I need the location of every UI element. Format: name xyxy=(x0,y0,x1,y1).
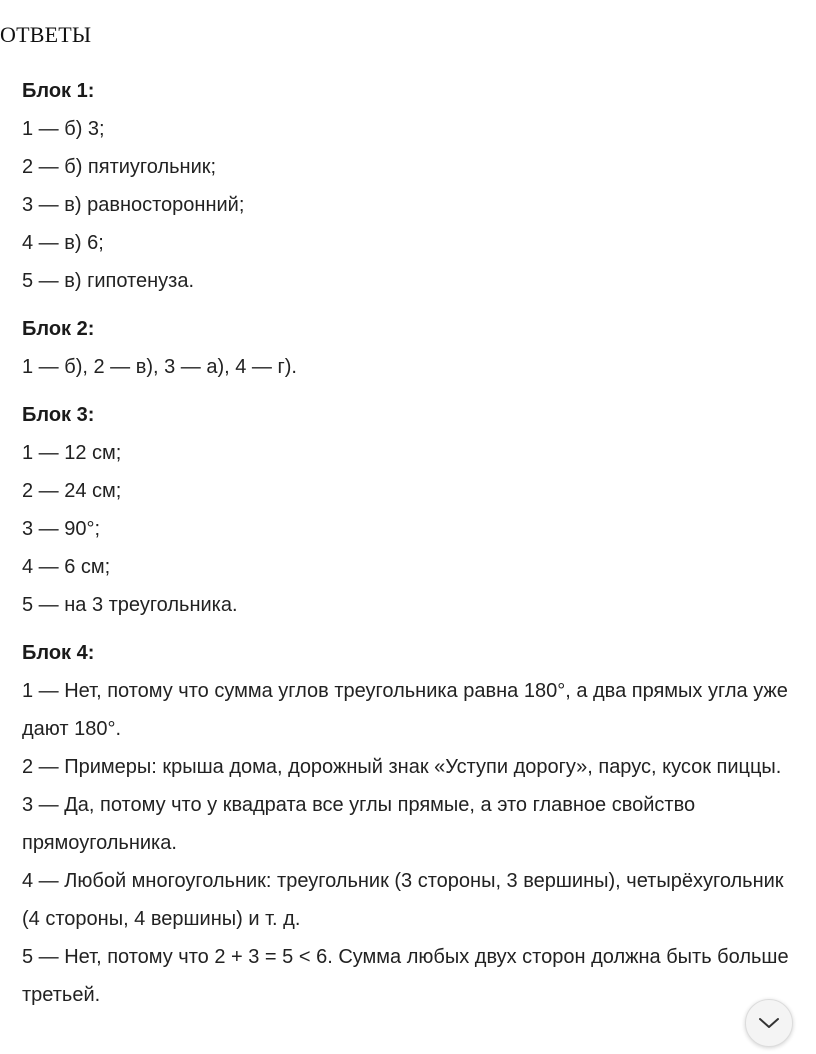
block-heading: Блок 2: xyxy=(22,318,95,340)
answer-line: 1 — б) 3; xyxy=(22,118,105,140)
answer-line: 4 — Любой многоугольник: треугольник (3 стороны, 3 вершины), четырёхугольник (4 стороны, 4 вершины) и т. д. xyxy=(22,870,784,930)
answer-line: 3 — 90°; xyxy=(22,518,101,540)
answer-line: 2 — б) пятиугольник; xyxy=(22,156,217,178)
block-2 xyxy=(22,310,812,386)
block-4 xyxy=(22,634,812,1014)
answer-line: 1 — 12 см; xyxy=(22,442,122,464)
answer-line: 3 — в) равносторонний; xyxy=(22,194,245,216)
answer-line: 1 — б), 2 — в), 3 — а), 4 — г). xyxy=(22,356,297,378)
answers-content xyxy=(22,72,812,1024)
answer-line: 2 — 24 см; xyxy=(22,480,122,502)
block-1 xyxy=(22,72,812,300)
answer-line: 5 — на 3 треугольника. xyxy=(22,594,238,616)
chevron-down-icon xyxy=(758,1016,780,1030)
answer-line: 4 — в) 6; xyxy=(22,232,104,254)
answer-line: 3 — Да, потому что у квадрата все углы прямые, а это главное свойство прямоугольника. xyxy=(22,794,696,854)
answer-line: 2 — Примеры: крыша дома, дорожный знак «Уступи дорогу», парус, кусок пиццы. xyxy=(22,756,782,778)
answer-line: 4 — 6 см; xyxy=(22,556,111,578)
block-heading: Блок 3: xyxy=(22,404,95,426)
block-heading: Блок 1: xyxy=(22,80,95,102)
answer-line: 1 — Нет, потому что сумма углов треугольника равна 180°, а два прямых угла уже дают 180°. xyxy=(22,680,788,740)
block-heading: Блок 4: xyxy=(22,642,95,664)
block-3 xyxy=(22,396,812,624)
scroll-down-button[interactable] xyxy=(745,999,793,1047)
page-title: ОТВЕТЫ xyxy=(0,22,92,47)
answer-line: 5 — Нет, потому что 2 + 3 = 5 < 6. Сумма любых двух сторон должна быть больше третьей. xyxy=(22,946,789,1006)
answer-line: 5 — в) гипотенуза. xyxy=(22,270,195,292)
